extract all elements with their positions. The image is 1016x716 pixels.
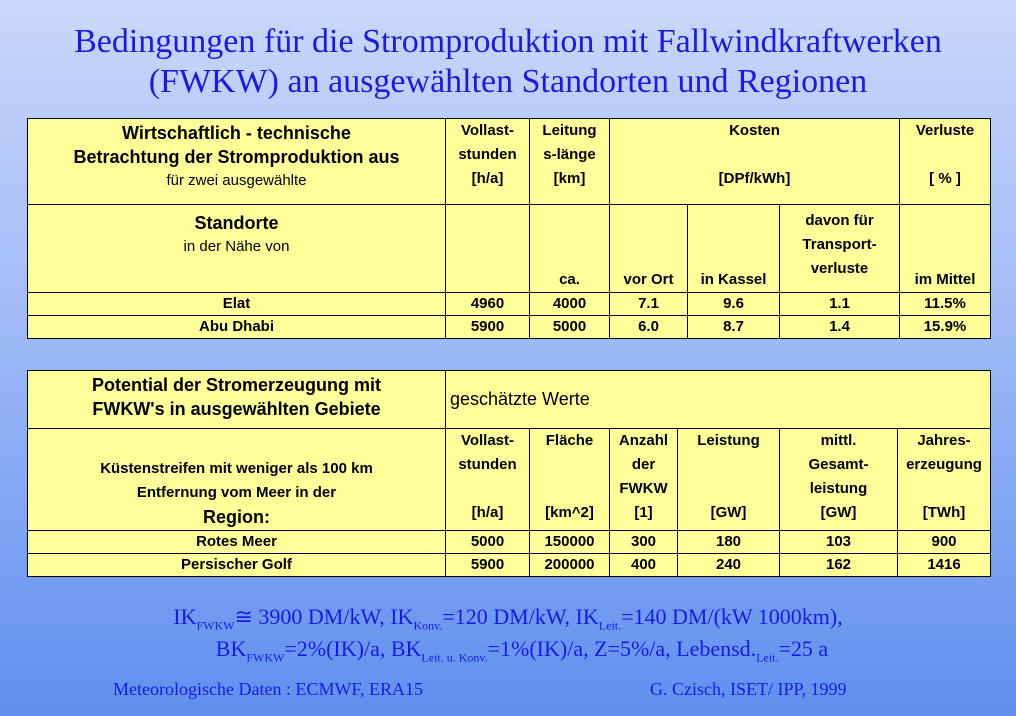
table1-vollast-header [446,119,530,205]
table1-vollast-unit: [h/a] [471,170,504,187]
bk-fwkw-sub: FWKW [246,650,285,665]
table1-leitung-l2: s-länge [543,146,596,163]
title-line-1: Bedingungen für die Stromproduktion mit Fallwindkraftwerken [74,23,942,60]
table1-desc-line2: Betrachtung der Stromproduktion aus [73,147,400,167]
table1-leitung-sub [530,205,610,293]
table2-anzahl-l1: Anzahl [618,432,669,449]
table2-jahres-l1: Jahres- [917,432,971,449]
row-jahres: 1416 [898,554,991,577]
table2-flaeche-spacer1 [530,453,609,477]
table2-geschaetzt-cell [446,371,991,429]
table2-vollast-header [446,429,530,531]
table1-vollast-l2: stunden [458,146,517,163]
table1-kosten-header [610,119,900,205]
table1-desc-line1: Wirtschaftlich - technische [122,123,351,143]
row-mittl: 162 [780,554,898,577]
table2-vollast-spacer [446,477,529,501]
table1-kassel-label: in Kassel [700,271,767,288]
table1-standorte-cell [28,205,446,293]
row-name: Persischer Golf [28,554,446,577]
table1-desc-line5: in der Nähe von [183,238,290,255]
table1-verluste-unit: [ % ] [929,170,961,187]
table2-region-header [28,429,446,531]
row-vor-ort: 6.0 [610,316,688,339]
row-flaeche: 150000 [530,531,610,554]
table2-flaeche-spacer2 [530,477,609,501]
table1-davon-l1: davon für [805,212,874,229]
ik-konv-value: =120 DM/kW, IK [442,604,599,629]
row-vollast: 5000 [446,531,530,554]
table1-desc-line3: für zwei ausgewählte [166,172,307,189]
table-row [28,554,991,577]
table2-jahres-header [898,429,991,531]
table2-desc-header [28,371,446,429]
row-jahres: 900 [898,531,991,554]
row-verluste: 11.5% [900,293,991,316]
bk-fwkw-value: =2%(IK)/a, BK [284,636,422,661]
table-row [28,293,991,316]
footer-formula-1 [0,604,1016,633]
credit-author: G. Czisch, ISET/ IPP, 1999 [650,679,847,699]
row-transport: 1.1 [780,293,900,316]
table1-leitung-ca: ca. [559,271,580,288]
table-regionen [27,370,991,577]
row-vollast: 5900 [446,554,530,577]
table1-vor-ort-label: vor Ort [623,271,674,288]
table2-desc-line5: Region: [203,507,270,527]
table-row [28,531,991,554]
bk-leit-value: =1%(IK)/a, Z=5%/a, Lebensd. [487,636,757,661]
table2-desc-line2: FWKW's in ausgewählten Gebiete [92,399,381,419]
table2-geschaetzt-label: geschätzte Werte [450,389,590,409]
table1-leitung-l1: Leitung [542,122,597,139]
row-name: Elat [28,293,446,316]
table2-mittl-l1: mittl. [820,432,857,449]
table2-leistung-l1: Leistung [697,432,760,449]
row-kassel: 8.7 [688,316,780,339]
table2-mittl-l3: leistung [809,480,868,497]
row-vor-ort: 7.1 [610,293,688,316]
table1-leitung-unit: [km] [553,170,586,187]
table2-desc-line4: Entfernung vom Meer in der [136,484,337,501]
table2-anzahl-header [610,429,678,531]
ik-fwkw-value: ≅ 3900 DM/kW, IK [234,604,414,629]
table2-leistung-spacer1 [678,453,779,477]
table2-anzahl-unit: [1] [634,504,653,521]
table2-flaeche-unit: [km^2] [545,504,594,521]
table2-vollast-unit: [h/a] [471,504,504,521]
table1-kosten-label: Kosten [729,122,780,139]
table1-verluste-header [900,119,991,205]
ik-leit-value: =140 DM/(kW 1000km), [621,604,843,629]
footer-formula-2 [0,636,1016,665]
table2-anzahl-l2: der [631,456,656,473]
row-leistung: 240 [678,554,780,577]
table1-im-mittel-label: im Mittel [914,271,976,288]
table2-jahres-spacer [898,477,990,501]
table1-verluste-spacer [900,143,990,167]
table-standorte [27,118,991,339]
row-anzahl: 400 [610,554,678,577]
row-leitung: 5000 [530,316,610,339]
leit-sub: Leit. [598,618,622,633]
row-name: Rotes Meer [28,531,446,554]
table1-transport-header [780,205,900,293]
page-title [0,22,1016,102]
fwkw-sub: FWKW [196,618,235,633]
row-name: Abu Dhabi [28,316,446,339]
row-flaeche: 200000 [530,554,610,577]
table1-vor-ort-header [610,205,688,293]
row-vollast: 4960 [446,293,530,316]
row-anzahl: 300 [610,531,678,554]
table2-desc-line1: Potential der Stromerzeugung mit [91,375,382,395]
table2-flaeche-l1: Fläche [545,432,594,449]
table2-mittl-unit: [GW] [820,504,857,521]
table1-verluste-label: Verluste [915,122,975,139]
table2-flaeche-header [530,429,610,531]
table2-jahres-unit: [TWh] [922,504,966,521]
table1-kosten-spacer [610,143,899,167]
table-row [28,316,991,339]
credit-meteo: Meteorologische Daten : ECMWF, ERA15 [113,679,424,699]
lebensd-sub: Leit. [756,650,779,665]
table1-leitung-header [530,119,610,205]
row-kassel: 9.6 [688,293,780,316]
table1-desc-header [28,119,446,205]
row-vollast: 5900 [446,316,530,339]
ik-label: IK [173,604,197,629]
bk-label: BK [215,636,247,661]
row-verluste: 15.9% [900,316,991,339]
table2-mittl-l2: Gesamt- [808,456,869,473]
row-transport: 1.4 [780,316,900,339]
table1-desc-line4: Standorte [194,213,279,233]
table1-im-mittel-header [900,205,991,293]
bk-leit-sub: Leit. u. Konv. [421,650,488,665]
konv-sub: Konv. [413,618,443,633]
row-mittl: 103 [780,531,898,554]
table2-vollast-l2: stunden [458,456,517,473]
row-leitung: 4000 [530,293,610,316]
lebensd-value: =25 a [778,636,829,661]
table2-leistung-header [678,429,780,531]
table1-davon-l2: Transport- [802,236,877,253]
table1-kosten-unit: [DPf/kWh] [718,170,791,187]
title-line-2: (FWKW) an ausgewählten Standorten und Regionen [148,63,868,100]
table2-leistung-unit: [GW] [710,504,747,521]
table2-desc-line3: Küstenstreifen mit weniger als 100 km [100,460,373,477]
table1-vollast-l1: Vollast- [460,122,515,139]
table2-jahres-l2: erzeugung [906,456,982,473]
table2-anzahl-l3: FWKW [619,480,668,497]
table2-vollast-l1: Vollast- [460,432,515,449]
table1-vollast-sub [446,205,530,293]
table1-davon-l3: verluste [810,260,869,277]
row-leistung: 180 [678,531,780,554]
table2-mittl-header [780,429,898,531]
table1-kassel-header [688,205,780,293]
table2-leistung-spacer2 [678,477,779,501]
table2-desc-spacer [28,433,445,457]
